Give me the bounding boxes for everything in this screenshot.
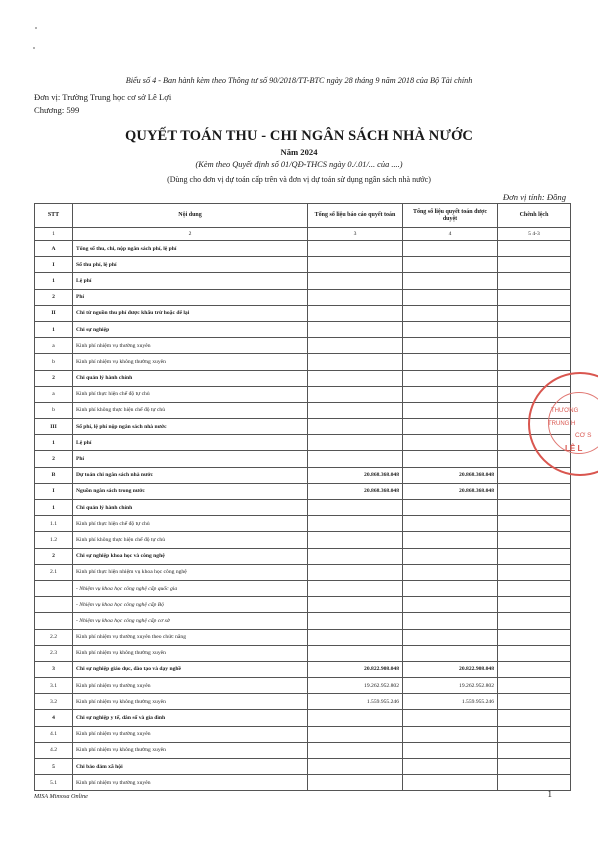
row-reported-amount (308, 564, 403, 580)
row-content: Kinh phí thực hiện nhiệm vụ khoa học công nghệ (73, 564, 308, 580)
row-reported-amount (308, 775, 403, 791)
table-row (35, 289, 571, 305)
column-header-approved: Tổng số liệu quyết toán được duyệt (403, 204, 498, 228)
table-row (35, 257, 571, 273)
row-stt: a (35, 338, 73, 354)
table-row (35, 645, 571, 661)
usage-note: (Dùng cho đơn vị dự toán cấp trên và đơn vị dự toán sử dụng ngân sách nhà nước) (167, 175, 431, 184)
table-row (35, 419, 571, 435)
row-difference (498, 257, 571, 273)
row-difference (498, 710, 571, 726)
row-stt: I (35, 483, 73, 499)
row-reported-amount (308, 759, 403, 775)
row-difference (498, 241, 571, 257)
table-row (35, 273, 571, 289)
table-row (35, 597, 571, 613)
table-row (35, 435, 571, 451)
row-content: Chi sự nghiệp (73, 321, 308, 337)
row-stt: 1.2 (35, 532, 73, 548)
row-content: Kinh phí nhiệm vụ thường xuyên (73, 678, 308, 694)
row-stt: B (35, 467, 73, 483)
row-stt: III (35, 419, 73, 435)
row-content: Kinh phí nhiệm vụ không thường xuyên (73, 742, 308, 758)
row-reported-amount (308, 241, 403, 257)
row-stt: 2.3 (35, 645, 73, 661)
row-stt: a (35, 386, 73, 402)
row-stt: 1 (35, 435, 73, 451)
chapter-code: Chương: 599 (34, 105, 80, 115)
table-row (35, 386, 571, 402)
row-approved-amount: 20.822.908.048 (403, 661, 498, 677)
seal-text: CƠ S (575, 432, 592, 439)
row-stt: 1 (35, 321, 73, 337)
row-approved-amount: 20.868.368.048 (403, 483, 498, 499)
row-difference (498, 564, 571, 580)
row-approved-amount (403, 564, 498, 580)
row-content: Kinh phí nhiệm vụ không thường xuyên (73, 694, 308, 710)
row-reported-amount (308, 402, 403, 418)
row-approved-amount (403, 273, 498, 289)
row-difference (498, 321, 571, 337)
row-difference (498, 759, 571, 775)
row-approved-amount (403, 289, 498, 305)
row-content: Tổng số thu, chi, nộp ngân sách phí, lệ phí (73, 241, 308, 257)
table-row (35, 354, 571, 370)
row-approved-amount (403, 500, 498, 516)
row-reported-amount (308, 629, 403, 645)
row-reported-amount: 1.559.955.246 (308, 694, 403, 710)
row-approved-amount (403, 305, 498, 321)
column-header-diff: Chênh lệch (498, 204, 571, 228)
table-row (35, 500, 571, 516)
software-footer: MISA Mimosa Online (34, 793, 88, 800)
row-approved-amount (403, 613, 498, 629)
column-header-content: Nội dung (73, 204, 308, 228)
row-difference (498, 678, 571, 694)
row-content: Lệ phí (73, 273, 308, 289)
column-number: 5 4-3 (498, 228, 571, 241)
table-row (35, 775, 571, 791)
row-content: Kinh phí nhiệm vụ thường xuyên theo chức năng (73, 629, 308, 645)
table-row (35, 726, 571, 742)
row-stt: 5 (35, 759, 73, 775)
currency-unit: Đơn vị tính: Đồng (502, 192, 566, 202)
row-stt: 3.1 (35, 678, 73, 694)
row-content: Kinh phí không thực hiện chế độ tự chủ (73, 402, 308, 418)
row-difference (498, 597, 571, 613)
row-content: Chi sự nghiệp khoa học và công nghệ (73, 548, 308, 564)
table-row (35, 678, 571, 694)
table-row (35, 548, 571, 564)
table-row (35, 694, 571, 710)
table-row (35, 370, 571, 386)
row-content: Kinh phí nhiệm vụ thường xuyên (73, 726, 308, 742)
table-row (35, 613, 571, 629)
row-approved-amount: 19.262.952.802 (403, 678, 498, 694)
row-content: Kinh phí không thực hiện chế độ tự chủ (73, 532, 308, 548)
row-approved-amount (403, 370, 498, 386)
table-row (35, 321, 571, 337)
row-approved-amount (403, 580, 498, 596)
table-row (35, 451, 571, 467)
page-number: 1 (547, 789, 552, 799)
row-stt: 1 (35, 273, 73, 289)
row-stt: 2.1 (35, 564, 73, 580)
table-body (35, 241, 571, 791)
table-row (35, 580, 571, 596)
table-row (35, 402, 571, 418)
row-approved-amount (403, 386, 498, 402)
row-content: Số thu phí, lệ phí (73, 257, 308, 273)
row-reported-amount (308, 386, 403, 402)
column-number: 2 (73, 228, 308, 241)
table-row (35, 564, 571, 580)
row-difference (498, 726, 571, 742)
table-row (35, 629, 571, 645)
row-difference (498, 775, 571, 791)
column-header-stt: STT (35, 204, 73, 228)
row-content: Chi bảo đảm xã hội (73, 759, 308, 775)
row-difference (498, 661, 571, 677)
row-stt: 4 (35, 710, 73, 726)
table-row (35, 516, 571, 532)
row-approved-amount (403, 435, 498, 451)
row-approved-amount (403, 710, 498, 726)
row-stt (35, 597, 73, 613)
row-approved-amount (403, 321, 498, 337)
row-content: Kinh phí thực hiện chế độ tự chủ (73, 386, 308, 402)
row-reported-amount (308, 532, 403, 548)
row-difference (498, 483, 571, 499)
row-approved-amount (403, 775, 498, 791)
row-difference (498, 694, 571, 710)
row-approved-amount (403, 597, 498, 613)
row-stt: 3 (35, 661, 73, 677)
row-approved-amount (403, 548, 498, 564)
row-content: - Nhiệm vụ khoa học công nghệ cấp Bộ (73, 597, 308, 613)
row-approved-amount (403, 257, 498, 273)
seal-text: LÊ L (565, 444, 583, 453)
column-number-row (35, 228, 571, 241)
row-stt: b (35, 354, 73, 370)
row-content: Nguồn ngân sách trong nước (73, 483, 308, 499)
row-reported-amount (308, 451, 403, 467)
table-row (35, 467, 571, 483)
scan-speck (35, 27, 37, 29)
row-approved-amount (403, 516, 498, 532)
row-stt: 1.1 (35, 516, 73, 532)
row-content: Số phí, lệ phí nộp ngân sách nhà nước (73, 419, 308, 435)
row-stt: 4.1 (35, 726, 73, 742)
row-reported-amount (308, 305, 403, 321)
row-difference (498, 580, 571, 596)
row-reported-amount (308, 613, 403, 629)
row-content: Kinh phí nhiệm vụ thường xuyên (73, 775, 308, 791)
table-row (35, 338, 571, 354)
row-stt: b (35, 402, 73, 418)
row-stt: 2 (35, 370, 73, 386)
row-content: Phí (73, 289, 308, 305)
row-approved-amount (403, 629, 498, 645)
report-year: Năm 2024 (280, 147, 318, 157)
page-title: QUYẾT TOÁN THU - CHI NGÂN SÁCH NHÀ NƯỚC (125, 128, 473, 144)
row-stt: 2 (35, 289, 73, 305)
row-content: Chi sự nghiệp y tế, dân số và gia đình (73, 710, 308, 726)
row-stt: II (35, 305, 73, 321)
row-stt: 5.1 (35, 775, 73, 791)
row-reported-amount: 20.822.908.048 (308, 661, 403, 677)
row-approved-amount (403, 354, 498, 370)
row-content: Chi quản lý hành chính (73, 500, 308, 516)
row-difference (498, 548, 571, 564)
row-reported-amount (308, 645, 403, 661)
table-header-row (35, 204, 571, 228)
row-stt (35, 613, 73, 629)
row-content: Chi từ nguồn thu phí được khấu trừ hoặc để lại (73, 305, 308, 321)
row-difference (498, 289, 571, 305)
row-difference (498, 629, 571, 645)
table-row (35, 483, 571, 499)
row-approved-amount (403, 726, 498, 742)
attachment-note: (Kèm theo Quyết định số 01/QĐ-THCS ngày 0./.01/... của ....) (195, 160, 403, 169)
row-approved-amount (403, 645, 498, 661)
row-stt (35, 580, 73, 596)
row-content: Dự toán chi ngân sách nhà nước (73, 467, 308, 483)
row-reported-amount (308, 742, 403, 758)
row-reported-amount (308, 516, 403, 532)
row-reported-amount (308, 338, 403, 354)
row-stt: 2.2 (35, 629, 73, 645)
column-header-reported: Tổng số liệu báo cáo quyết toán (308, 204, 403, 228)
table-row (35, 742, 571, 758)
scan-speck (33, 47, 35, 49)
row-stt: 4.2 (35, 742, 73, 758)
row-approved-amount: 1.559.955.246 (403, 694, 498, 710)
row-reported-amount: 20.868.368.048 (308, 483, 403, 499)
row-reported-amount (308, 370, 403, 386)
row-difference (498, 273, 571, 289)
row-approved-amount (403, 338, 498, 354)
table-row (35, 241, 571, 257)
row-difference (498, 354, 571, 370)
form-reference: Biểu số 4 - Ban hành kèm theo Thông tư số 90/2018/TT-BTC ngày 28 tháng 9 năm 2018 của Bộ Tài chính (125, 76, 473, 85)
row-difference (498, 516, 571, 532)
table-row (35, 710, 571, 726)
row-approved-amount (403, 451, 498, 467)
row-reported-amount (308, 597, 403, 613)
seal-text: THƯƠNG (551, 408, 579, 414)
row-reported-amount (308, 726, 403, 742)
row-stt: 3.2 (35, 694, 73, 710)
column-number: 1 (35, 228, 73, 241)
row-stt: A (35, 241, 73, 257)
row-difference (498, 613, 571, 629)
row-difference (498, 500, 571, 516)
row-approved-amount (403, 241, 498, 257)
row-content: - Nhiệm vụ khoa học công nghệ cấp cơ sở (73, 613, 308, 629)
settlement-table (34, 203, 571, 791)
row-reported-amount (308, 548, 403, 564)
row-approved-amount (403, 419, 498, 435)
row-reported-amount (308, 289, 403, 305)
row-reported-amount (308, 580, 403, 596)
row-stt: I (35, 257, 73, 273)
seal-text: TRUNG H (548, 421, 576, 427)
row-content: Lệ phí (73, 435, 308, 451)
row-content: Kinh phí nhiệm vụ không thường xuyên (73, 645, 308, 661)
row-content: - Nhiệm vụ khoa học công nghệ cấp quốc gia (73, 580, 308, 596)
row-reported-amount (308, 419, 403, 435)
row-content: Kinh phí nhiệm vụ không thường xuyên (73, 354, 308, 370)
row-reported-amount (308, 321, 403, 337)
row-reported-amount (308, 273, 403, 289)
row-stt: 2 (35, 548, 73, 564)
row-difference (498, 645, 571, 661)
row-difference (498, 305, 571, 321)
row-reported-amount (308, 257, 403, 273)
row-approved-amount (403, 532, 498, 548)
row-content: Kinh phí thực hiện chế độ tự chủ (73, 516, 308, 532)
row-reported-amount (308, 710, 403, 726)
row-stt: 1 (35, 500, 73, 516)
row-reported-amount (308, 500, 403, 516)
row-content: Chi quản lý hành chính (73, 370, 308, 386)
table-row (35, 759, 571, 775)
row-reported-amount (308, 435, 403, 451)
row-difference (498, 532, 571, 548)
row-approved-amount (403, 759, 498, 775)
row-reported-amount: 20.868.368.048 (308, 467, 403, 483)
row-difference (498, 742, 571, 758)
table-row (35, 661, 571, 677)
unit-name: Đơn vị: Trường Trung học cơ sở Lê Lợi (34, 92, 172, 102)
column-number: 3 (308, 228, 403, 241)
row-difference (498, 338, 571, 354)
row-approved-amount (403, 742, 498, 758)
row-reported-amount: 19.262.952.802 (308, 678, 403, 694)
table-row (35, 305, 571, 321)
row-reported-amount (308, 354, 403, 370)
row-content: Phí (73, 451, 308, 467)
column-number: 4 (403, 228, 498, 241)
table-row (35, 532, 571, 548)
row-approved-amount: 20.868.368.048 (403, 467, 498, 483)
row-approved-amount (403, 402, 498, 418)
row-content: Kinh phí nhiệm vụ thường xuyên (73, 338, 308, 354)
row-stt: 2 (35, 451, 73, 467)
row-content: Chi sự nghiệp giáo dục, đào tạo và dạy nghề (73, 661, 308, 677)
